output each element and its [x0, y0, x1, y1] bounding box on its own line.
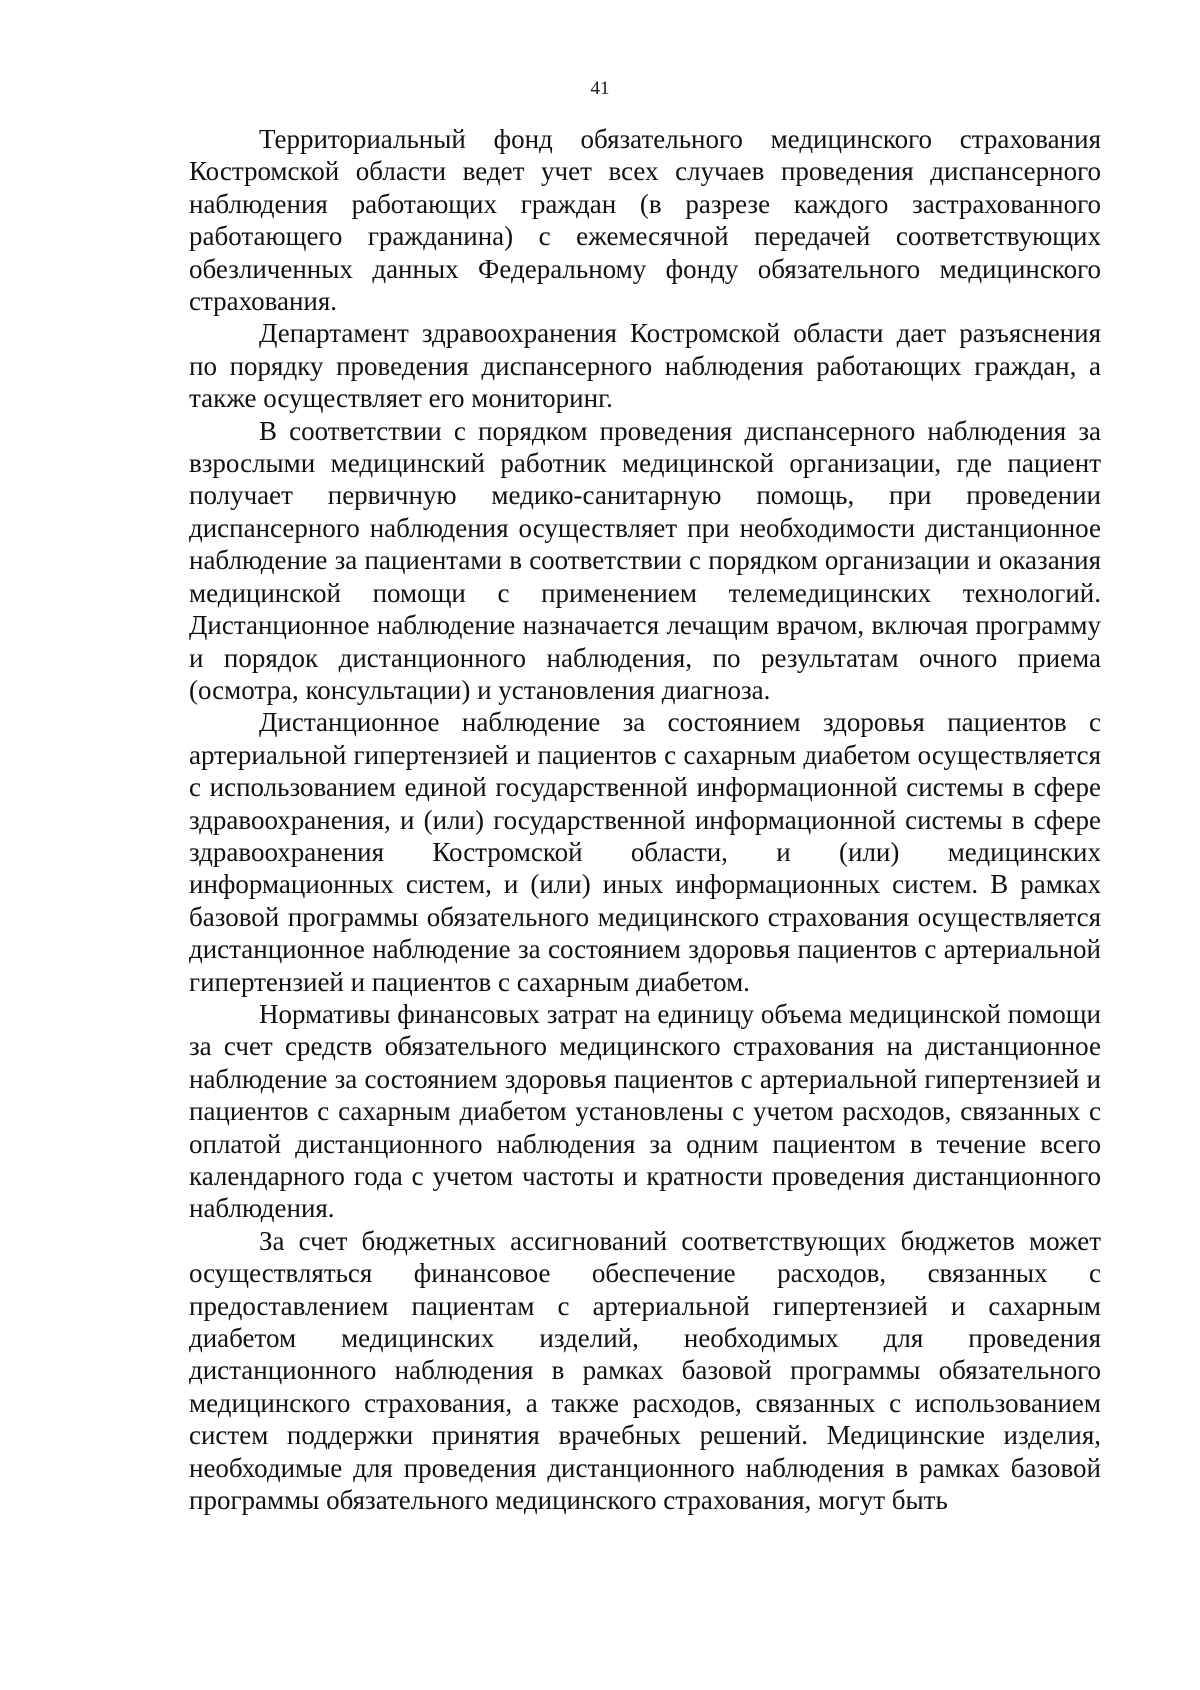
paragraph-remote-monitoring-procedure: В соответствии с порядком проведения диспансерного наблюдения за взрослыми медицинский работник медицинской организации, где пациент получает первичную медико-санитарную помощь, при проведении диспансерного наблюдения осуществляет при необходимости дистанционное наблюдение за пациентами в соответствии с порядком организации и оказания медицинской помощи с применением телемедицинских технологий. Дистанционное наблюдение назначается лечащим врачом, включая программу и порядок дистанционного наблюдения, по результатам очного приема (осмотра, консультации) и установления диагноза.: [189, 415, 1101, 705]
document-body: [189, 123, 1101, 1516]
paragraph-remote-monitoring-systems: Дистанционное наблюдение за состоянием здоровья пациентов с артериальной гипертензией и пациентов с сахарным диабетом осуществляется с использованием единой государственной информационной системы в сфере здравоохранения, и (или) государственной информационной системы в сфере здравоохранения Костромской области, и (или) медицинских информационных систем, и (или) иных информационных систем. В рамках базовой программы обязательного медицинского страхования осуществляется дистанционное наблюдение за состоянием здоровья пациентов с артериальной гипертензией и пациентов с сахарным диабетом.: [189, 707, 1101, 997]
paragraph-budget-funding: За счет бюджетных ассигнований соответствующих бюджетов может осуществляться финансовое обеспечение расходов, связанных с предоставлением пациентам с артериальной гипертензией и сахарным диабетом медицинских изделий, необходимых для проведения дистанционного наблюдения в рамках базовой программы обязательного медицинского страхования, а также расходов, связанных с использованием систем поддержки принятия врачебных решений. Медицинские изделия, необходимые для проведения дистанционного наблюдения в рамках базовой программы обязательного медицинского страхования, могут быть: [189, 1225, 1101, 1516]
paragraph-tfoms-accounting: Территориальный фонд обязательного медицинского страхования Костромской области ведет учет всех случаев проведения диспансерного наблюдения работающих граждан (в разрезе каждого застрахованного работающего гражданина) с ежемесячной передачей соответствующих обезличенных данных Федеральному фонду обязательного медицинского страхования.: [189, 124, 1101, 317]
page-number: 41: [590, 78, 610, 99]
paragraph-department-explanations: Департамент здравоохранения Костромской области дает разъяснения по порядку проведения диспансерного наблюдения работающих граждан, а также осуществляет его мониторинг.: [189, 318, 1101, 414]
paragraph-financial-standards: Нормативы финансовых затрат на единицу объема медицинской помощи за счет средств обязательного медицинского страхования на дистанционное наблюдение за состоянием здоровья пациентов с артериальной гипертензией и пациентов с сахарным диабетом установлены с учетом расходов, связанных с оплатой дистанционного наблюдения за одним пациентом в течение всего календарного года с учетом частоты и кратности проведения дистанционного наблюдения.: [189, 998, 1101, 1224]
